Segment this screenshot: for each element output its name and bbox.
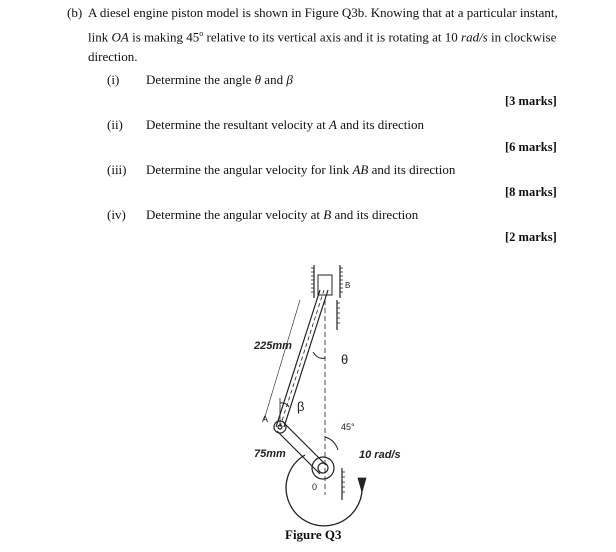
- subquestion-text: Determine the resultant velocity at A and its direction: [146, 117, 424, 132]
- theta-arc: [313, 352, 325, 358]
- piston-block: [318, 275, 332, 295]
- rotation-arrow-arc: [286, 455, 362, 526]
- question-part-label: (b): [67, 5, 83, 20]
- subquestion-text: Determine the angle θ and β: [146, 72, 293, 87]
- question-intro-line2: link OA is making 45$^o$ relative to its vertical axis and it is rotating at 10 rad/s in clockwise: [88, 29, 557, 45]
- subquestion-number: (ii): [107, 117, 123, 132]
- question-intro-line1: A diesel engine piston model is shown in Figure Q3b. Knowing that at a particular instant,: [88, 5, 558, 20]
- label-75mm: 75mm: [254, 448, 286, 460]
- crank-disk: [312, 457, 334, 479]
- subquestion-marks: [3 marks]: [505, 94, 557, 108]
- subquestion-text: Determine the angular velocity at B and its direction: [146, 207, 419, 222]
- angle-45-arc: [325, 437, 338, 450]
- label-O: 0: [312, 482, 318, 492]
- subquestion-marks: [2 marks]: [505, 230, 557, 244]
- figure-caption: Figure Q3: [285, 527, 342, 542]
- subquestion-number: (i): [107, 72, 120, 87]
- subquestion-marks: [8 marks]: [505, 185, 557, 199]
- subquestion-marks: [6 marks]: [505, 140, 557, 154]
- question-intro-line3: direction.: [88, 49, 138, 64]
- label-B: B: [345, 281, 351, 290]
- label-beta: β: [297, 399, 305, 414]
- label-225mm: 225mm: [254, 340, 292, 352]
- subquestion-number: (iii): [107, 162, 127, 177]
- label-45deg: 45°: [341, 422, 355, 432]
- subquestion-number: (iv): [107, 207, 126, 222]
- label-A: A: [262, 414, 269, 424]
- subquestion-text: Determine the angular velocity for link AB and its direction: [146, 162, 456, 177]
- label-rate: 10 rad/s: [359, 449, 401, 461]
- label-theta: θ: [341, 352, 349, 367]
